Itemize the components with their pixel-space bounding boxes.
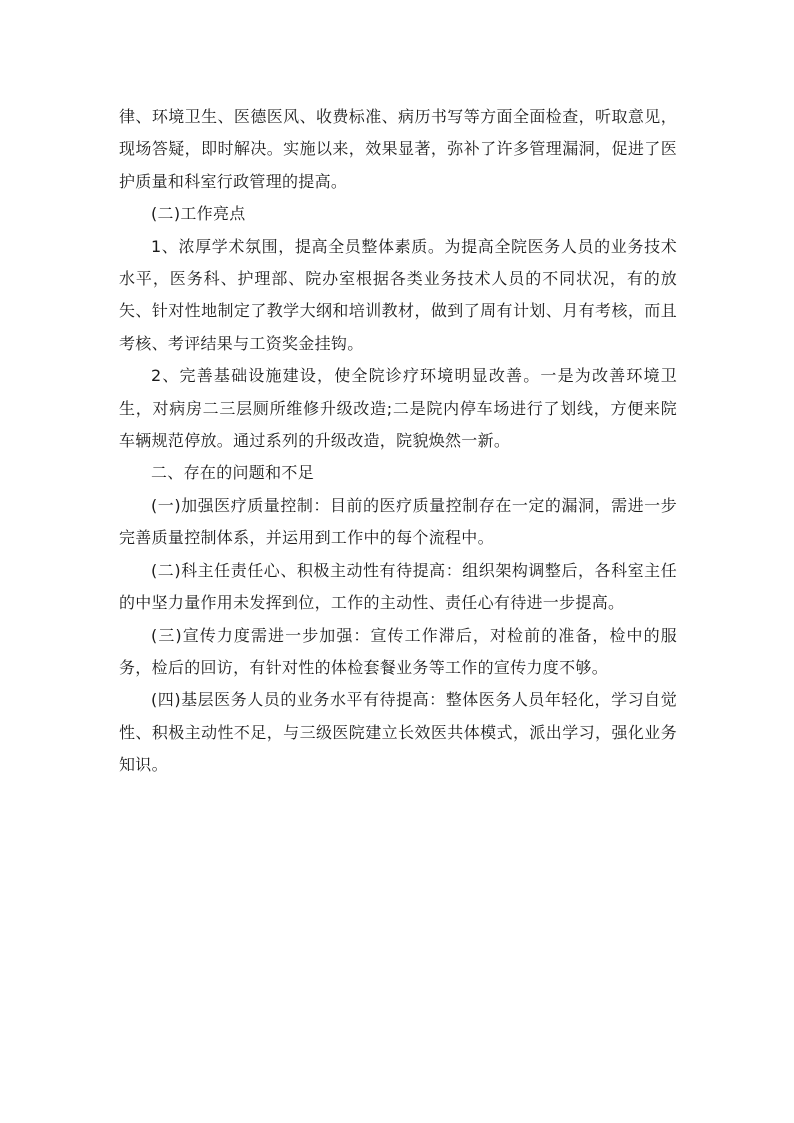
heading-problems-shortcomings: 二、存在的问题和不足	[151, 463, 315, 483]
paragraph-problem-quality-control: (一)加强医疗质量控制：目前的医疗质量控制存在一定的漏洞，需进一步完善质量控制体系，并运用到工作中的每个流程中。	[119, 495, 677, 548]
paragraph-problem-staff-skills: (四)基层医务人员的业务水平有待提高：整体医务人员年轻化，学习自觉性、积极主动性不足，与三级医院建立长效医共体模式，派出学习，强化业务知识。	[119, 690, 677, 775]
paragraph-highlight-infrastructure: 2、完善基础设施建设，使全院诊疗环境明显改善。一是为改善环境卫生，对病房二三层厕所维修升级改造;二是院内停车场进行了划线，方便来院车辆规范停放。通过系列的升级改造，院貌焕然一新。	[119, 366, 677, 451]
paragraph-continued-inspection: 律、环境卫生、医德医风、收费标准、病历书写等方面全面检查，听取意见，现场答疑，即时解决。实施以来，效果显著，弥补了许多管理漏洞，促进了医护质量和科室行政管理的提高。	[119, 107, 677, 191]
paragraph-highlight-academic: 1、浓厚学术氛围，提高全员整体素质。为提高全院医务人员的业务技术水平，医务科、护理部、院办室根据各类业务技术人员的不同状况，有的放矢、针对性地制定了教学大纲和培训教材，做到了周有计划、月有考核，而且考核、考评结果与工资奖金挂钩。	[119, 236, 677, 353]
paragraph-problem-publicity: (三)宣传力度需进一步加强：宣传工作滞后，对检前的准备，检中的服务，检后的回访，有针对性的体检套餐业务等工作的宣传力度不够。	[119, 625, 677, 677]
paragraph-problem-department-heads: (二)科主任责任心、积极主动性有待提高：组织架构调整后，各科室主任的中坚力量作用未发挥到位，工作的主动性、责任心有待进一步提高。	[119, 560, 677, 613]
document-body	[119, 101, 677, 782]
heading-work-highlights: (二)工作亮点	[151, 204, 246, 224]
